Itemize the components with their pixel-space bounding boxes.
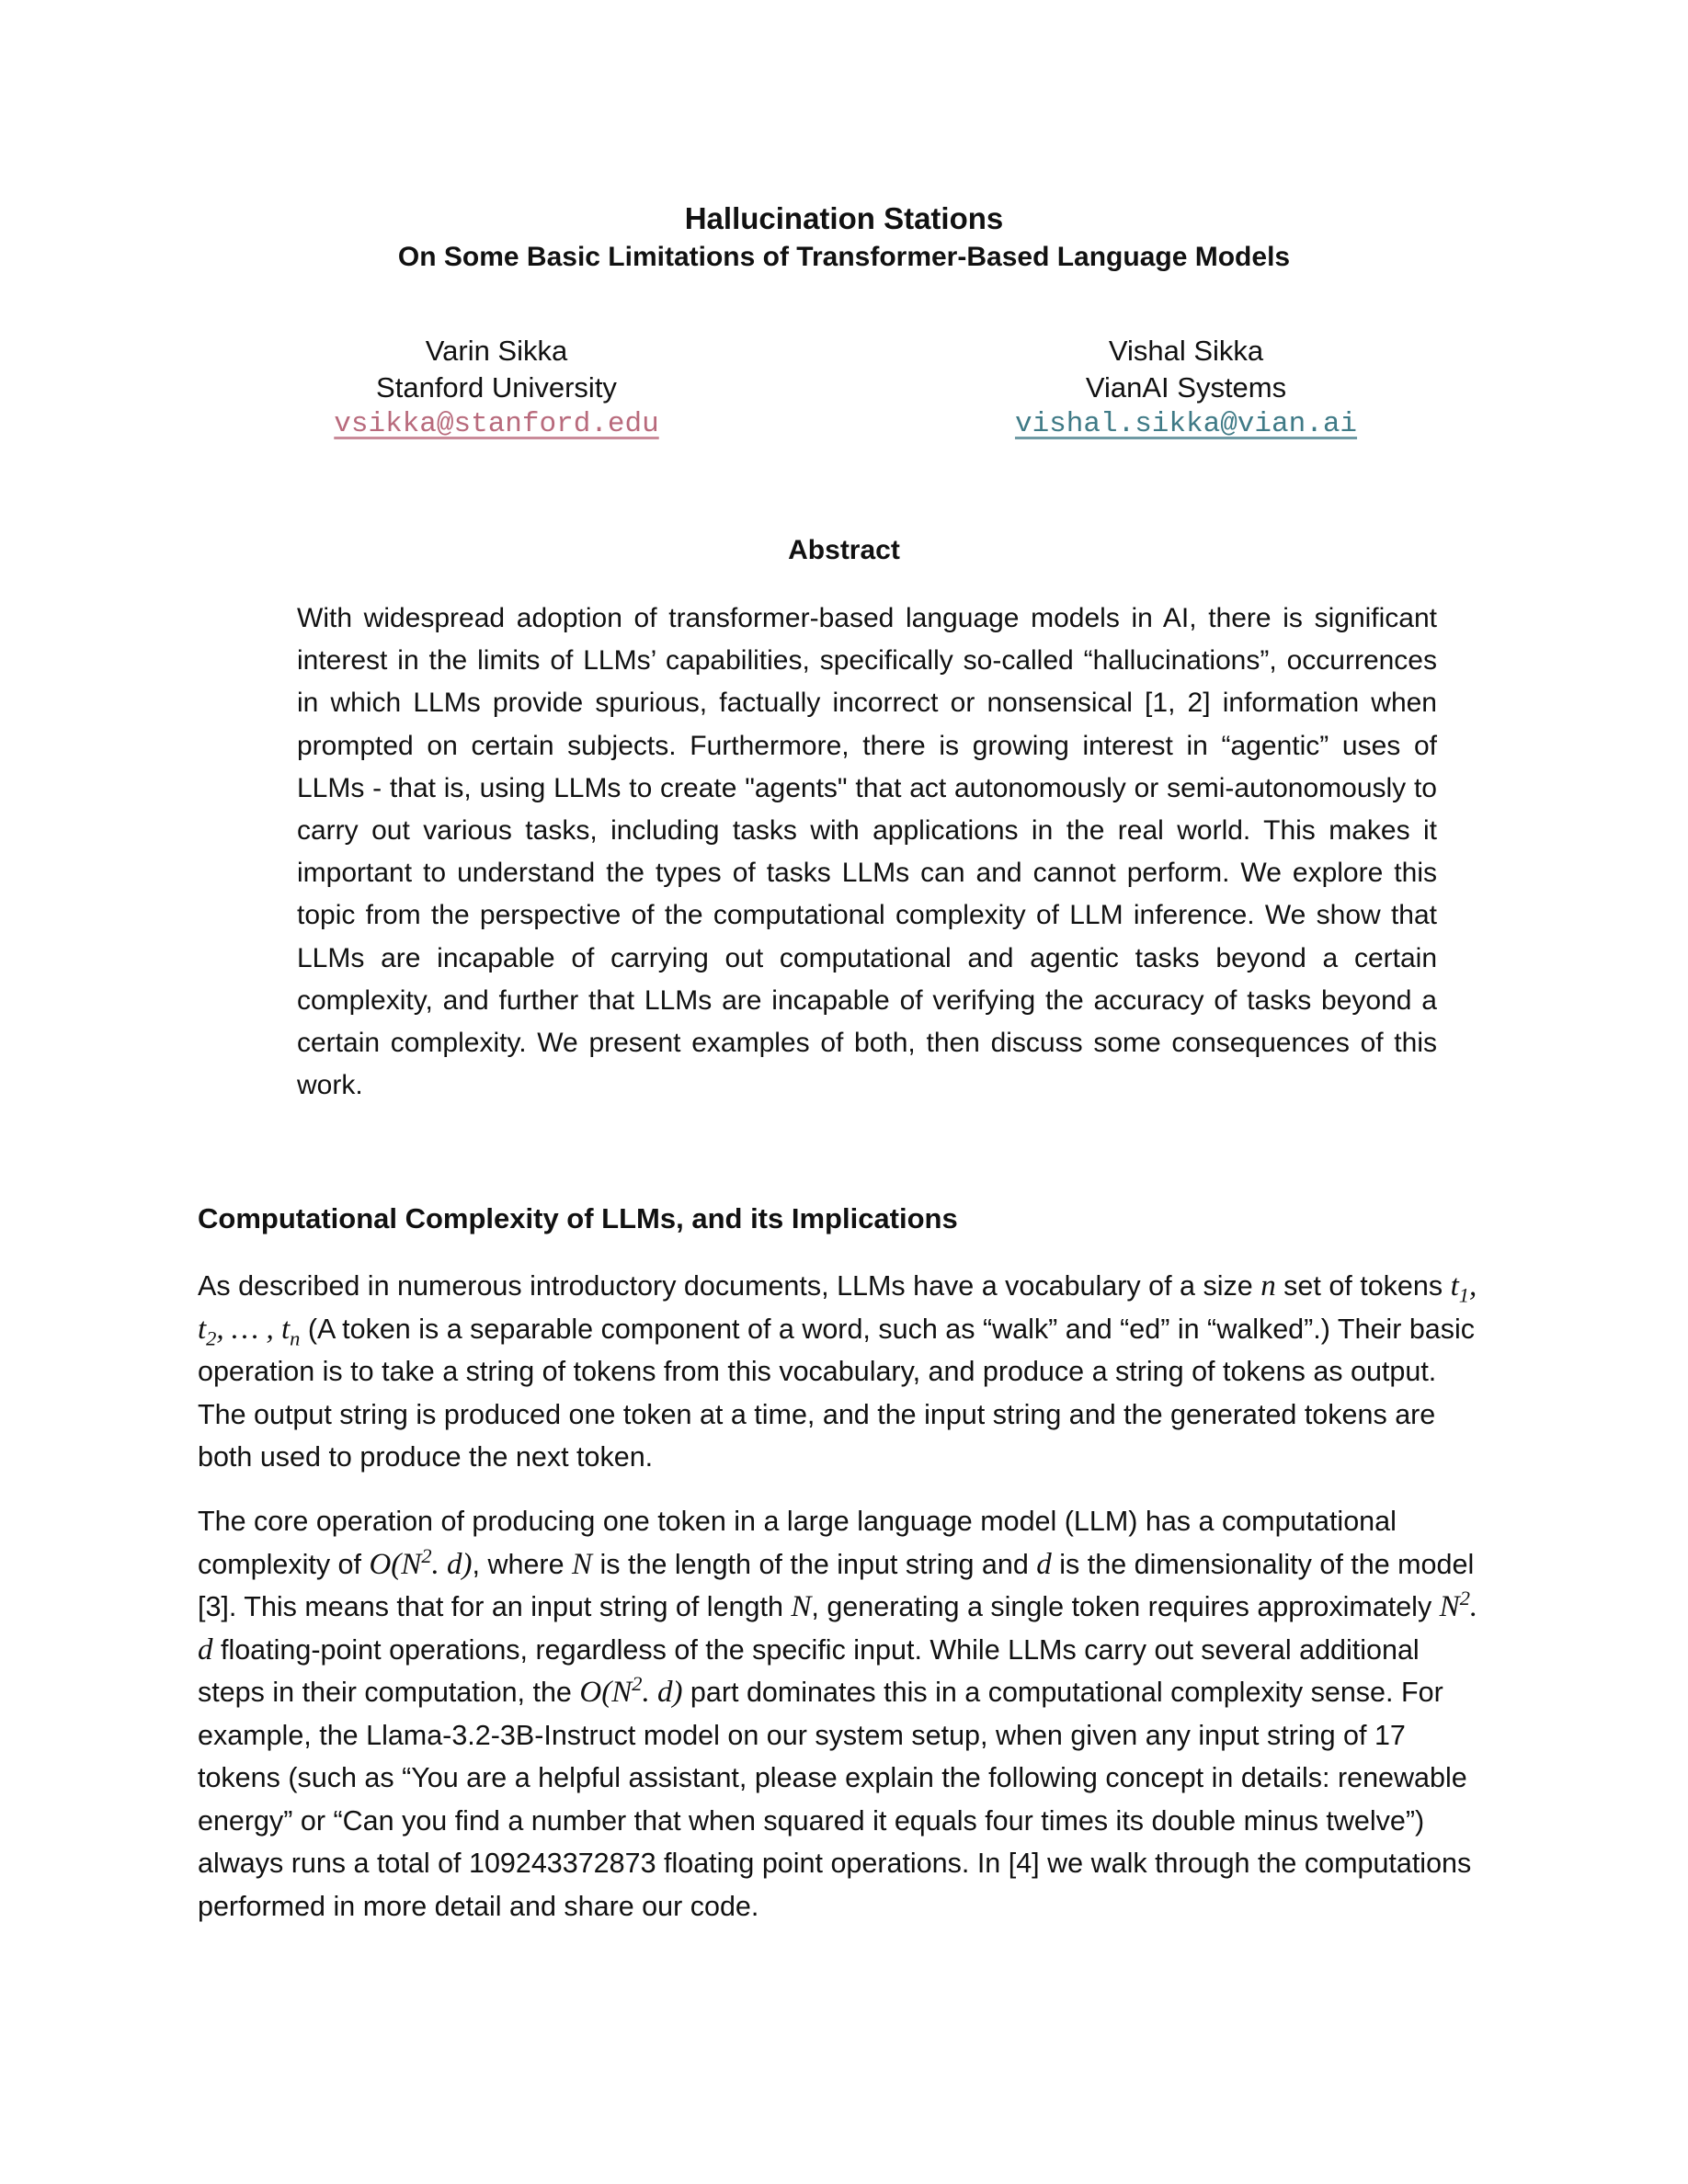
text-run: set of tokens	[1275, 1270, 1451, 1302]
math-N: N	[572, 1547, 593, 1581]
text-run: floating-point operations, regardless of the specific input. While LLMs carry out several additional steps in their computation, the	[198, 1633, 1420, 1708]
text-run: (A token is a separable component of a word, such as “walk” and “ed” in “walked”.) Their basic operation is to take a string of tokens from this vocabulary, and produce a string of tokens as output. The output string is produced one token at a time, and the input string and the generated tokens are both used to produce the next token.	[198, 1313, 1476, 1473]
abstract-text: With widespread adoption of transformer-based language models in AI, there is significant interest in the limits of LLMs’ capabilities, specifically so-called “hallucinations”, occurrences in which LLMs provide spurious, factually incorrect or nonsensical [1, 2] information when prompted on certain subjects. Furthermore, there is growing interest in “agentic” uses of LLMs - that is, using LLMs to create "agents" that act autonomously or semi-autonomously to carry out various tasks, including tasks with applications in the real world. This makes it important to understand the types of tasks LLMs can and cannot perform. We explore this topic from the perspective of the computational complexity of LLM inference. We show that LLMs are incapable of carrying out computational and agentic tasks beyond a certain complexity, and further that LLMs are incapable of verifying the accuracy of tasks beyond a certain complexity. We present examples of both, then discuss some consequences of this work.	[297, 603, 1437, 1101]
author-block-2	[993, 333, 1379, 443]
author-email-link[interactable]: vsikka@stanford.edu	[334, 408, 659, 440]
text-run: As described in numerous introductory documents, LLMs have a vocabulary of a size	[198, 1270, 1261, 1302]
math-complexity-formula: $O(N^2$. d)	[579, 1672, 683, 1709]
text-run: The core operation of producing one token in a large language model (LLM) has a computational complexity of	[198, 1506, 1397, 1580]
author-affiliation: VianAI Systems	[1085, 371, 1287, 404]
abstract-heading: Abstract	[788, 535, 900, 565]
author-block-1	[303, 333, 690, 443]
author-name: Varin Sikka	[425, 335, 568, 367]
section-heading: Computational Complexity of LLMs, and its Implications	[198, 1202, 958, 1234]
math-token-list: $t_1$, $t_2$, … , $t_n$	[198, 1269, 1477, 1350]
body-paragraph-2	[198, 1500, 1485, 1928]
math-complexity-formula: $O(N^2$. d)	[369, 1543, 473, 1581]
math-d: d	[1036, 1547, 1052, 1581]
author-affiliation: Stanford University	[376, 371, 617, 404]
author-email-link[interactable]: vishal.sikka@vian.ai	[1014, 408, 1358, 440]
math-n: n	[1260, 1269, 1276, 1302]
text-run: , where	[472, 1548, 573, 1580]
paper-subtitle: On Some Basic Limitations of Transformer-Based Language Models	[397, 242, 1291, 272]
text-run: , generating a single token requires approximately	[811, 1591, 1440, 1622]
body-paragraph-1	[198, 1265, 1485, 1479]
author-name: Vishal Sikka	[1108, 335, 1264, 367]
text-run: is the length of the input string and	[592, 1548, 1037, 1580]
math-N: N	[791, 1590, 812, 1623]
text-run: part dominates this in a computational complexity sense. For example, the Llama-3.2-3B-Instruct model on our system setup, when given any input string of 17 tokens (such as “You are a helpful assistant, please explain the following concept in details: renewable energy” or “Can you find a number that when squared it equals four times its double minus twelve”) always runs a total of 109243372873 floating point operations. In [4] we walk through the computations performed in more detail and share our code.	[198, 1677, 1472, 1922]
text-run: is the dimensionality of the model [3]. This means that for an input string of length	[198, 1548, 1475, 1622]
math-flops-formula: $N^2$. d	[198, 1587, 1478, 1666]
paper-title: Hallucination Stations	[684, 201, 1004, 235]
